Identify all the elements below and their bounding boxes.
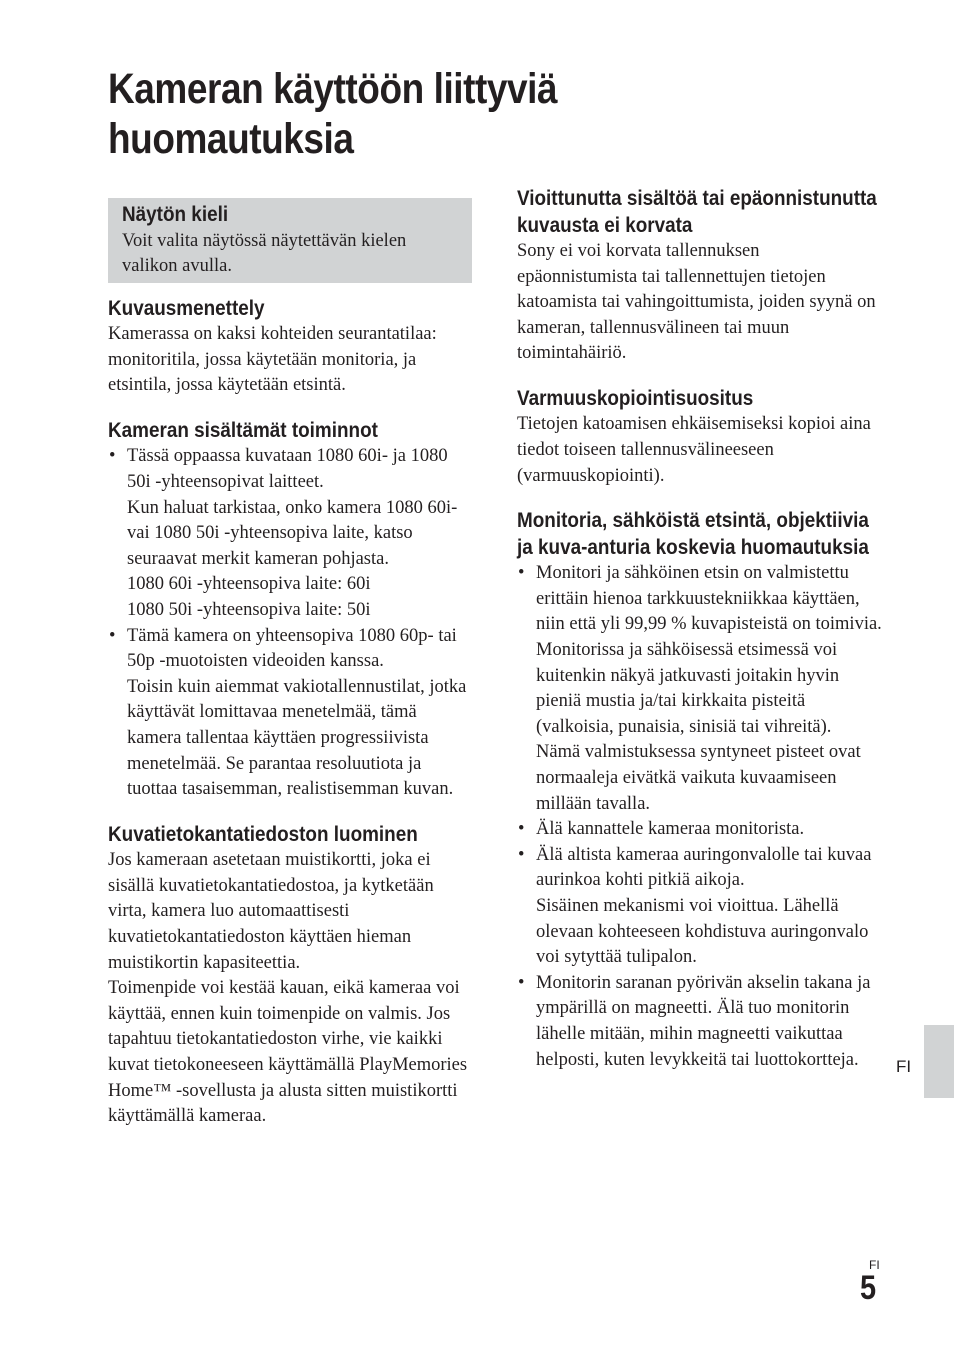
list-item xyxy=(108,624,472,803)
language-side-label: FI xyxy=(896,1057,912,1076)
section-text: Toimenpide voi kestää kauan, eikä kameraa voi käyttää, ennen kuin toimenpide on valmis. Jos tapahtuu tietokantatiedoston virhe, vie kaikki kuvat tietokoneeseen käyttämällä PlayMemories Home™ -sovellusta ja alusta sitten muistikortti käyttämällä kameraa. xyxy=(108,978,468,1127)
section-heading: Vioittunutta sisältöä tai epäonnistunutta kuvausta ei korvata xyxy=(517,187,877,237)
list-item-text: • Monitorin saranan pyörivän akselin takana ja ympärillä on magneetti. Älä tuo monitorin lähelle mitään, mihin magneetti vaikuttaa helposti, kuten levykkeitä tai luottokortteja. xyxy=(536,972,871,1070)
footer-language: FI xyxy=(869,1258,880,1272)
section-shooting-method xyxy=(108,296,472,399)
section-heading: Kuvausmenettely xyxy=(108,296,265,320)
section-text: Tietojen katoamisen ehkäisemiseksi kopioi aina tiedot toiseen tallennusvälineeseen (varmuuskopiointi). xyxy=(517,414,871,486)
page-title-line-1: Kameran käyttöön liittyviä xyxy=(108,65,558,113)
left-column xyxy=(108,198,472,1149)
section-text: Kamerassa on kaksi kohteiden seurantatilaa: monitoritila, jossa käytetään monitoria, ja etsintila, jossa käytetään etsintä. xyxy=(108,324,437,396)
section-backup xyxy=(517,386,882,489)
list-item-text: • Monitori ja sähköinen etsin on valmistettu erittäin hienoa tarkkuustekniikkaa käyttäen, niin että yli 99,99 % kuvapisteistä on toimivia. xyxy=(536,563,882,635)
list-item-text: • Tämä kamera on yhteensopiva 1080 60p- tai 50p -muotoisten videoiden kanssa. xyxy=(127,625,457,672)
list-item-text: • Tässä oppaassa kuvataan 1080 60i- ja 1080 50i -yhteensopivat laitteet. xyxy=(127,446,448,493)
section-camera-functions xyxy=(108,418,472,803)
list-item-text: • Älä altista kameraa auringonvalolle tai kuvaa aurinkoa kohti pitkiä aikoja. xyxy=(536,844,872,891)
bullet-list xyxy=(517,561,882,1073)
section-database-file xyxy=(108,822,472,1130)
list-item xyxy=(108,444,472,623)
note-box-screen-language xyxy=(108,198,472,283)
list-item xyxy=(517,817,882,843)
list-item-text: Kun haluat tarkistaa, onko kamera 1080 60i- vai 1080 50i -yhteensopiva laite, katso seuraavat merkit kameran pohjasta. xyxy=(127,497,458,569)
section-heading: Kuvatietokantatiedoston luominen xyxy=(108,822,418,846)
page-title xyxy=(108,64,658,164)
section-heading: Varmuuskopiointisuositus xyxy=(517,386,754,410)
bullet-list xyxy=(108,444,472,802)
list-item-text: Toisin kuin aiemmat vakiotallennustilat, jotka käyttävät lomittavaa menetelmää, tämä kamera tallentaa käyttäen progressiivista menetelmää. Se parantaa resoluutiota ja tuottaa tasaisemman, realistisemman kuvan. xyxy=(127,676,467,800)
section-text: Jos kameraan asetetaan muistikortti, joka ei sisällä kuvatietokantatiedostoa, ja kytketään virta, kamera luo automaattisesti kuvatietokantatiedoston käyttäen hieman muistikortin kapasiteettia. xyxy=(108,850,434,973)
list-item-text: Sisäinen mekanismi voi vioittua. Lähellä olevaan kohteeseen kohdistuva auringonvalo voi sytyttää tulipalon. xyxy=(536,895,869,968)
list-item-text: Monitorissa ja sähköisessä etsimessä voi kuitenkin näkyä jatkuvasti joitakin hyvin pieniä mustia ja/tai kirkkaita pisteitä (valkoisia, punaisia, sinisiä tai vihreitä). xyxy=(536,640,840,737)
list-item-text: Nämä valmistuksessa syntyneet pisteet ovat normaaleja eivätkä vaikuta kuvaamiseen millään tavalla. xyxy=(536,742,861,814)
section-no-compensation xyxy=(517,186,882,367)
section-text: Sony ei voi korvata tallennuksen epäonnistumista tai tallennettujen tietojen katoamista tai vahingoittumista, joiden syynä on kameran, tallennusvälineen tai muun toimintahäiriö. xyxy=(517,241,876,364)
note-heading: Näytön kieli xyxy=(122,203,229,226)
list-item-text: • Älä kannattele kameraa monitorista. xyxy=(536,819,805,840)
section-monitor-notes xyxy=(517,508,882,1073)
list-item xyxy=(517,971,882,1073)
page-number: 5 xyxy=(860,1269,877,1307)
note-text: Voit valita näytössä näytettävän kielen valikon avulla. xyxy=(122,230,407,277)
list-item xyxy=(517,561,882,817)
list-item-text: 1080 60i -yhteensopiva laite: 60i xyxy=(127,574,371,595)
section-heading: Kameran sisältämät toiminnot xyxy=(108,418,378,442)
section-heading: Monitoria, sähköistä etsintä, objektiivia ja kuva-anturia koskevia huomautuksia xyxy=(517,509,869,559)
list-item xyxy=(517,843,882,971)
language-side-tab xyxy=(924,1025,954,1098)
list-item-text: 1080 50i -yhteensopiva laite: 50i xyxy=(127,600,371,621)
page-title-line-2: huomautuksia xyxy=(108,115,354,163)
right-column xyxy=(517,186,882,1092)
